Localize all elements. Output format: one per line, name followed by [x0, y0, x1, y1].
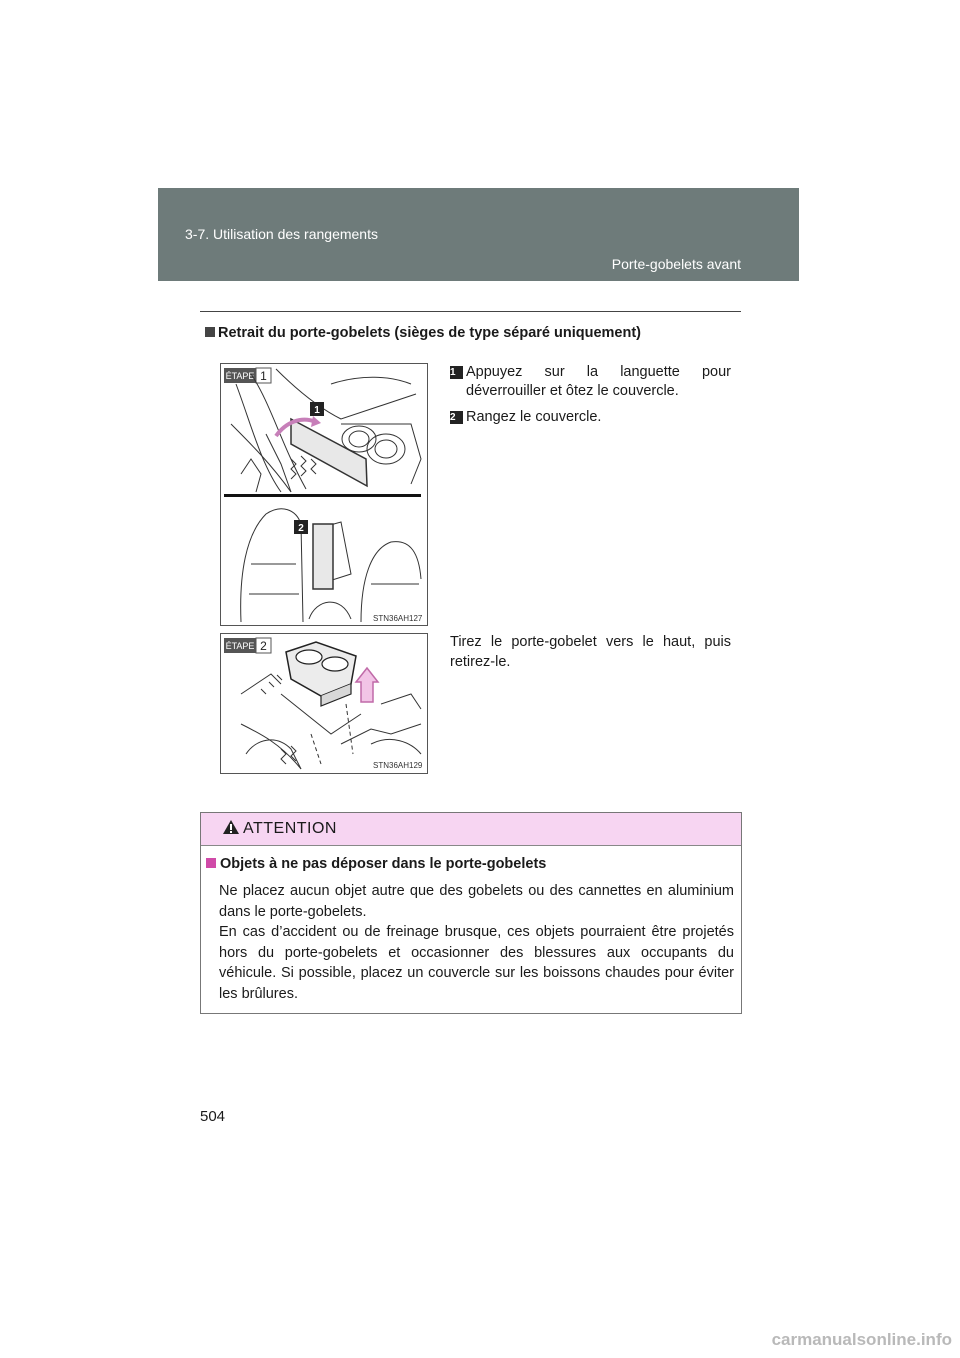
step-number: 2	[260, 639, 267, 653]
watermark: carmanualsonline.info	[771, 1330, 952, 1349]
header-band	[158, 188, 799, 281]
warning-box	[200, 812, 742, 1014]
step-2-instruction: Tirez le porte-gobelet vers le haut, puis retirez-le.	[450, 634, 731, 670]
warning-title: ATTENTION	[243, 820, 337, 837]
lid-shape	[291, 419, 367, 486]
up-arrow-icon	[356, 668, 378, 702]
warning-paragraph-1: Ne placez aucun objet autre que des gobelets ou des cannettes en aluminium dans le porte-gobelets.	[219, 883, 734, 920]
figure-separator	[224, 494, 421, 497]
step-list	[450, 363, 731, 434]
page-topic: Porte-gobelets avant	[611, 256, 741, 272]
list-item	[450, 363, 731, 401]
bullet-square-icon	[206, 858, 216, 868]
figure-step-1	[220, 363, 428, 626]
step-tag-text: ÉTAPE	[225, 641, 255, 651]
figure-code: STN36AH127	[373, 614, 423, 623]
warning-heading-text: Objets à ne pas déposer dans le porte-gobelets	[220, 856, 547, 872]
console-illustration-1	[221, 364, 427, 625]
sub-heading-text: Retrait du porte-gobelets (sièges de type séparé uniquement)	[218, 325, 641, 341]
callout-1: 1	[314, 405, 320, 416]
bullet-square-icon	[205, 327, 215, 337]
warning-header	[201, 813, 741, 846]
sub-heading	[205, 325, 641, 341]
step-number-badge: 1	[450, 366, 463, 379]
page-number: 504	[200, 1108, 226, 1125]
stored-lid-shape	[313, 524, 333, 589]
warning-triangle-icon	[222, 819, 240, 835]
warning-body	[219, 881, 734, 1004]
console-illustration-2	[221, 634, 427, 773]
section-label: 3-7. Utilisation des rangements	[185, 226, 378, 242]
figure-step-2	[220, 633, 428, 774]
step-number: 1	[260, 369, 267, 383]
list-item	[450, 408, 731, 427]
step-number-badge: 2	[450, 411, 463, 424]
step-text: Appuyez sur la languette pour déverrouiller et ôtez le couvercle.	[466, 364, 731, 399]
section-divider	[200, 311, 741, 312]
figure-code: STN36AH129	[373, 761, 423, 770]
callout-2: 2	[298, 523, 304, 534]
step-tag-text: ÉTAPE	[225, 371, 255, 381]
warning-heading	[206, 856, 546, 872]
warning-paragraph-2: En cas d’accident ou de freinage brusque, ces objets pourraient être projetés hors du porte-gobelets et occasionner des blessures aux occupants du véhicule. Si possible, placez un couvercle sur les boissons chaudes pour éviter les brûlures.	[219, 924, 734, 1002]
step-text: Rangez le couvercle.	[466, 409, 602, 425]
